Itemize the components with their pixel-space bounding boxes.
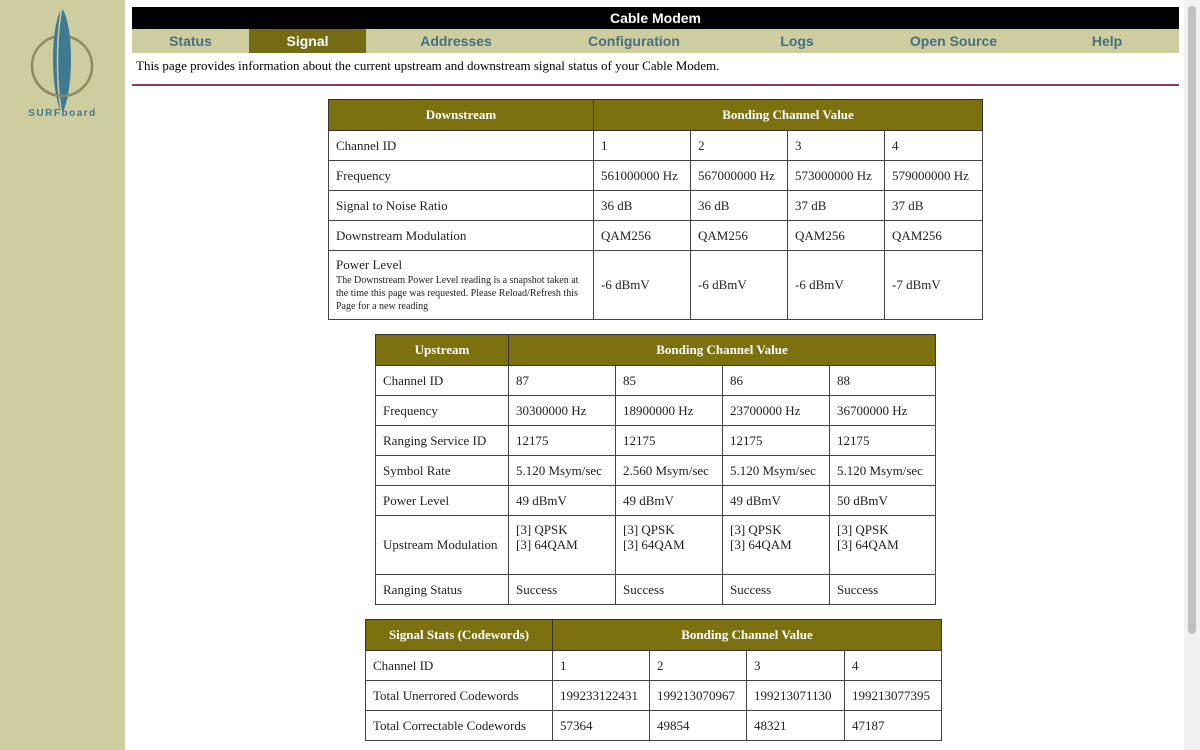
cell: 5.120 Msym/sec <box>509 456 616 486</box>
divider <box>132 84 1179 86</box>
cell: Success <box>509 575 616 605</box>
cell: 48321 <box>747 711 845 741</box>
table-row <box>329 251 983 320</box>
cell: -6 dBmV <box>594 251 691 320</box>
upstream-table <box>375 334 936 605</box>
nav-signal[interactable]: Signal <box>249 29 366 53</box>
cell: 49 dBmV <box>509 486 616 516</box>
cell: QAM256 <box>788 221 885 251</box>
cell: 49854 <box>650 711 747 741</box>
cell: 87 <box>509 366 616 396</box>
row-label: Symbol Rate <box>376 456 509 486</box>
cell: 49 dBmV <box>723 486 830 516</box>
codewords-header: Signal Stats (Codewords) <box>366 620 553 651</box>
row-label: Ranging Service ID <box>376 426 509 456</box>
bonding-header: Bonding Channel Value <box>509 335 936 366</box>
row-label: Ranging Status <box>376 575 509 605</box>
cell: 561000000 Hz <box>594 161 691 191</box>
cell: 88 <box>830 366 936 396</box>
bonding-header: Bonding Channel Value <box>594 100 983 131</box>
cell: 50 dBmV <box>830 486 936 516</box>
cell: 30300000 Hz <box>509 396 616 426</box>
cell: 199233122431 <box>553 681 650 711</box>
cell: 12175 <box>830 426 936 456</box>
row-label: Total Unerrored Codewords <box>366 681 553 711</box>
table-row <box>366 651 942 681</box>
cell <box>830 516 936 575</box>
table-row <box>376 516 936 575</box>
table-row <box>329 221 983 251</box>
downstream-table <box>328 99 983 320</box>
row-label: Channel ID <box>366 651 553 681</box>
cell: 1 <box>553 651 650 681</box>
cell: 37 dB <box>788 191 885 221</box>
row-label: Channel ID <box>329 131 594 161</box>
cell: 36 dB <box>594 191 691 221</box>
power-level-note: The Downstream Power Level reading is a snapshot taken at the time this page was requested. Please Reload/Refresh this Page for a new reading <box>336 275 579 312</box>
cell: 2 <box>650 651 747 681</box>
cell: QAM256 <box>594 221 691 251</box>
table-row <box>376 486 936 516</box>
cell: 2 <box>691 131 788 161</box>
table-row <box>329 161 983 191</box>
mod-line: [3] QPSK <box>730 522 782 537</box>
cell: 4 <box>885 131 983 161</box>
table-row <box>376 426 936 456</box>
row-label: Downstream Modulation <box>329 221 594 251</box>
nav-logs[interactable]: Logs <box>780 33 814 49</box>
mod-line: [3] 64QAM <box>516 537 578 552</box>
intro-text: This page provides information about the current upstream and downstream signal status of your Cable Modem. <box>136 58 720 73</box>
mod-line: [3] 64QAM <box>730 537 792 552</box>
logo-text: SURFboard <box>28 108 97 119</box>
row-label: Frequency <box>376 396 509 426</box>
cell: 573000000 Hz <box>788 161 885 191</box>
bonding-header: Bonding Channel Value <box>553 620 942 651</box>
cell: 23700000 Hz <box>723 396 830 426</box>
table-row <box>329 191 983 221</box>
row-label: Power Level <box>376 486 509 516</box>
cell: Success <box>830 575 936 605</box>
mod-line: [3] QPSK <box>837 522 889 537</box>
nav-status[interactable]: Status <box>169 33 212 49</box>
cell: 2.560 Msym/sec <box>616 456 723 486</box>
power-level-label: Power Level <box>336 257 403 272</box>
cell: 5.120 Msym/sec <box>723 456 830 486</box>
main-nav <box>132 29 1179 53</box>
cell: 199213077395 <box>845 681 942 711</box>
cell: 12175 <box>723 426 830 456</box>
cell: 567000000 Hz <box>691 161 788 191</box>
cell: 85 <box>616 366 723 396</box>
mod-line: [3] 64QAM <box>623 537 685 552</box>
nav-open-source[interactable]: Open Source <box>909 33 998 49</box>
cell: QAM256 <box>691 221 788 251</box>
nav-help[interactable]: Help <box>1091 33 1123 49</box>
table-row <box>376 456 936 486</box>
scrollbar-thumb[interactable] <box>1188 6 1196 634</box>
table-row <box>376 575 936 605</box>
cell <box>509 516 616 575</box>
surfboard-logo <box>20 6 105 124</box>
row-label: Total Correctable Codewords <box>366 711 553 741</box>
cell: 3 <box>788 131 885 161</box>
cell: Success <box>616 575 723 605</box>
cell: -6 dBmV <box>788 251 885 320</box>
cell: 49 dBmV <box>616 486 723 516</box>
table-row <box>366 711 942 741</box>
row-label: Signal to Noise Ratio <box>329 191 594 221</box>
cell: 12175 <box>616 426 723 456</box>
nav-configuration[interactable]: Configuration <box>588 33 680 49</box>
mod-line: [3] QPSK <box>516 522 568 537</box>
table-header-row <box>366 620 942 651</box>
cell: 199213070967 <box>650 681 747 711</box>
cell: 47187 <box>845 711 942 741</box>
row-label <box>329 251 594 320</box>
upstream-header: Upstream <box>376 335 509 366</box>
cell: 36700000 Hz <box>830 396 936 426</box>
cell: 36 dB <box>691 191 788 221</box>
cell: 4 <box>845 651 942 681</box>
cell: 37 dB <box>885 191 983 221</box>
cell: 5.120 Msym/sec <box>830 456 936 486</box>
page-title: Cable Modem <box>132 7 1179 29</box>
cell: 12175 <box>509 426 616 456</box>
cell: 3 <box>747 651 845 681</box>
cell: 199213071130 <box>747 681 845 711</box>
row-label: Upstream Modulation <box>376 516 509 575</box>
row-label: Frequency <box>329 161 594 191</box>
cell: 579000000 Hz <box>885 161 983 191</box>
cell: 57364 <box>553 711 650 741</box>
table-row <box>366 681 942 711</box>
table-row <box>376 396 936 426</box>
mod-line: [3] 64QAM <box>837 537 899 552</box>
sidebar <box>0 0 125 750</box>
cell <box>723 516 830 575</box>
cell <box>616 516 723 575</box>
nav-addresses[interactable]: Addresses <box>420 33 492 49</box>
table-row <box>376 366 936 396</box>
downstream-header: Downstream <box>329 100 594 131</box>
cell: 86 <box>723 366 830 396</box>
table-header-row <box>329 100 983 131</box>
cell: QAM256 <box>885 221 983 251</box>
cell: 1 <box>594 131 691 161</box>
table-row <box>329 131 983 161</box>
mod-line: [3] QPSK <box>623 522 675 537</box>
codewords-table <box>365 619 942 741</box>
row-label: Channel ID <box>376 366 509 396</box>
cell: -7 dBmV <box>885 251 983 320</box>
cell: Success <box>723 575 830 605</box>
vertical-scrollbar[interactable] <box>1184 0 1200 750</box>
table-header-row <box>376 335 936 366</box>
cell: 18900000 Hz <box>616 396 723 426</box>
cell: -6 dBmV <box>691 251 788 320</box>
